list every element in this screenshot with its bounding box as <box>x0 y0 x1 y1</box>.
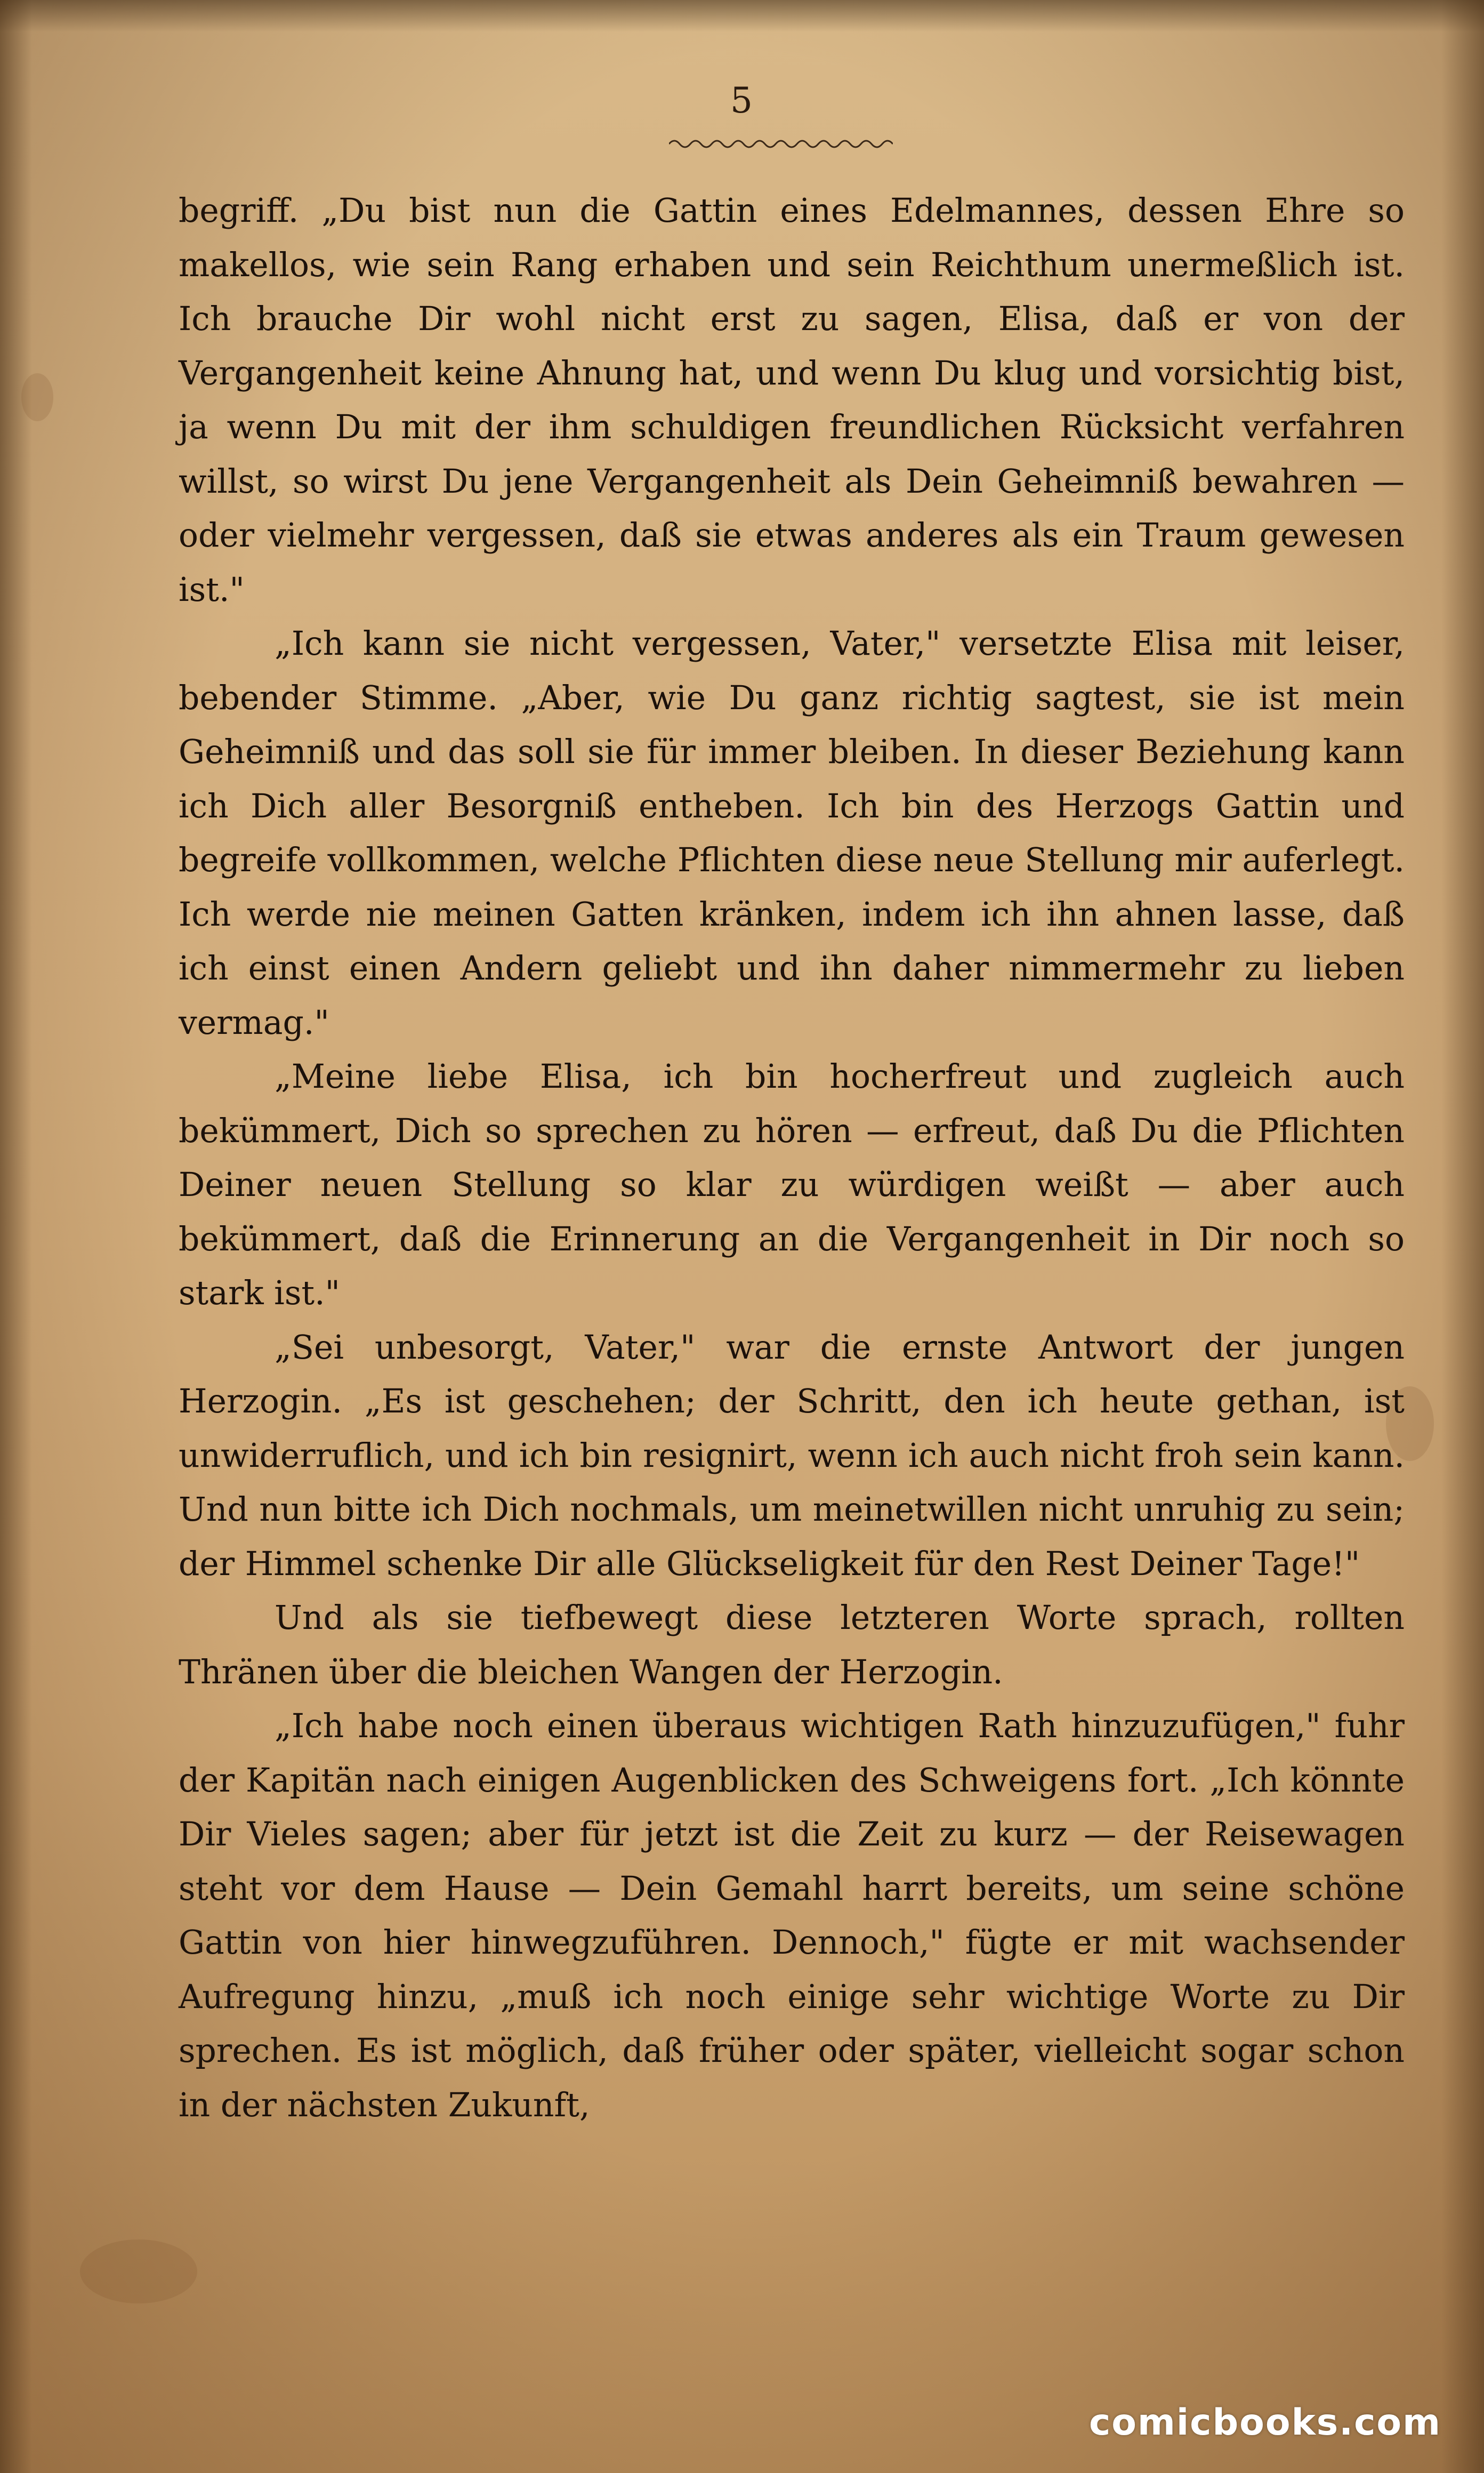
page-right-shadow <box>1441 0 1484 2473</box>
paragraph: „Ich habe noch einen überaus wichtigen Rath hinzuzufügen," fuhr der Kapitän nach einigen Augenblicken des Schweigens fort. „Ich könnte Dir Vieles sagen; aber für jetzt ist die Zeit zu kurz — der Reisewagen steht vor dem Hause — Dein Gemahl harrt bereits, um seine schöne Gattin von hier hinwegzuführen. Dennoch," fügte er mit wachsender Aufregung hinzu, „muß ich noch einige sehr wichtige Worte zu Dir sprechen. Es ist möglich, daß früher oder später, vielleicht sogar schon in der nächsten Zukunft, <box>179 1707 1405 2124</box>
paragraph: Und als sie tiefbewegt diese letzteren Worte sprach, rollten Thränen über die bleichen Wangen der Herzogin. <box>179 1599 1405 1691</box>
paragraph: „Ich kann sie nicht vergessen, Vater," versetzte Elisa mit leiser, bebender Stimme. „Aber, wie Du ganz richtig sagtest, sie ist mein Geheimniß und das soll sie für immer bleiben. In dieser Beziehung kann ich Dich aller Besorgniß entheben. Ich bin des Herzogs Gattin und begreife vollkommen, welche Pflichten diese neue Stellung mir auferlegt. Ich werde nie meinen Gatten kränken, indem ich ihn ahnen lasse, daß ich einst einen Andern geliebt und ihn daher nimmermehr zu lieben vermag." <box>179 624 1405 1042</box>
paper-stain <box>21 373 53 421</box>
wavy-rule-ornament <box>669 136 893 152</box>
watermark: comicbooks.com <box>1088 2402 1441 2444</box>
paragraph: begriff. „Du bist nun die Gattin eines Edelmannes, dessen Ehre so makellos, wie sein Rang erhaben und sein Reichthum unermeßlich ist. Ich brauche Dir wohl nicht erst zu sagen, Elisa, daß er von der Vergangenheit keine Ahnung hat, und wenn Du klug und vorsichtig bist, ja wenn Du mit der ihm schuldigen freundlichen Rücksicht verfahren willst, so wirst Du jene Vergangenheit als Dein Geheimniß bewahren — oder vielmehr vergessen, daß sie etwas anderes als ein Traum gewesen ist." <box>179 191 1405 609</box>
page-left-shadow <box>0 0 32 2473</box>
paper-stain <box>80 2239 197 2303</box>
paragraph: „Meine liebe Elisa, ich bin hocherfreut und zugleich auch bekümmert, Dich so sprechen zu hören — erfreut, daß Du die Pflichten Deiner neuen Stellung so klar zu würdigen weißt — aber auch bekümmert, daß die Erinnerung an die Vergangenheit in Dir noch so stark ist." <box>179 1057 1405 1312</box>
page-top-shadow <box>0 0 1484 32</box>
page-number: 5 <box>730 80 754 121</box>
body-text <box>179 184 1405 2132</box>
paragraph: „Sei unbesorgt, Vater," war die ernste Antwort der jungen Herzogin. „Es ist geschehen; der Schritt, den ich heute gethan, ist unwiderruflich, und ich bin resignirt, wenn ich auch nicht froh sein kann. Und nun bitte ich Dich nochmals, um meinetwillen nicht unruhig zu sein; der Himmel schenke Dir alle Glückseligkeit für den Rest Deiner Tage!" <box>179 1328 1405 1583</box>
